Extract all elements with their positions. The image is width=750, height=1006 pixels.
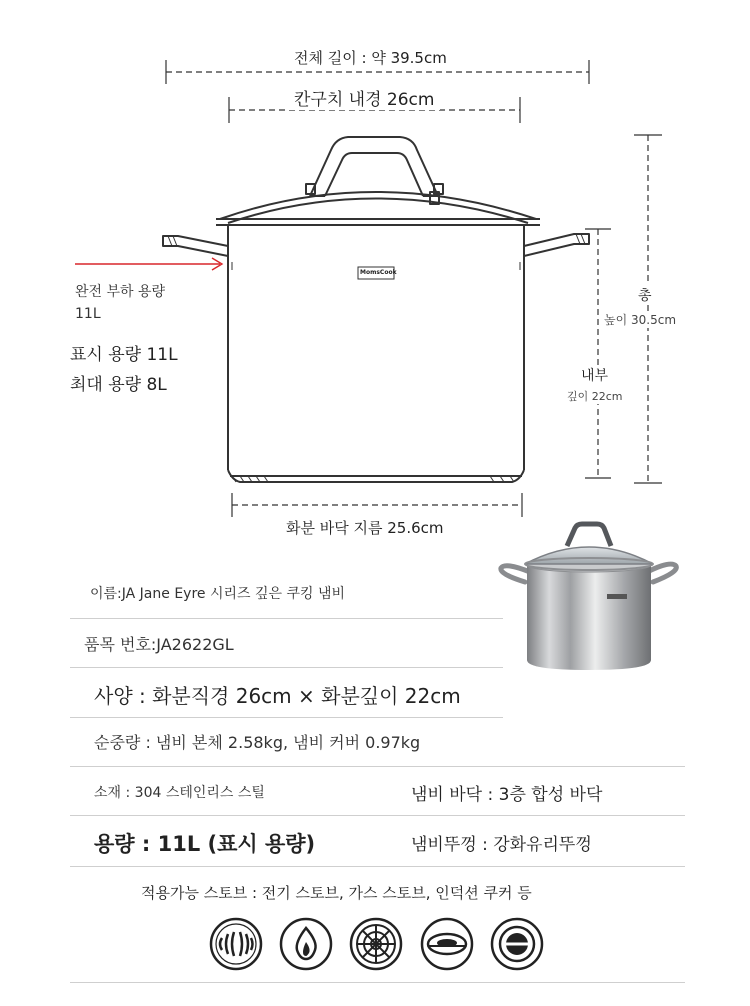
inner-depth-label: 깊이 22cm [567,390,623,403]
gas-flame-icon [278,916,334,972]
total-height-label: 높이 30.5cm [604,313,677,327]
spec-weight-row [70,718,685,767]
full-load-label: 완전 부하 용량 [75,284,166,300]
inner-diameter-label: 칸구치 내경 26cm [288,85,440,110]
max-capacity: 최대 용량 8L [70,375,167,395]
spec-model-row [70,619,503,668]
spec-stoves: 적용가능 스토브 : 전기 스토브, 가스 스토브, 인덕션 쿠커 등 [141,884,532,902]
bottom-divider [70,982,685,983]
spec-material-row [70,767,685,816]
induction-cooker-icon [419,916,475,972]
spec-model: 품목 번호:JA2622GL [84,635,234,654]
coil-stove-icon [208,916,264,972]
spec-weight: 순중량 : 냄비 본체 2.58kg, 냄비 커버 0.97kg [94,733,421,752]
pot-photo [495,520,685,680]
total-label: 총 [638,285,652,305]
brand-logo: MomsCook [360,269,397,276]
spec-size-row [70,668,503,718]
spec-volume: 용량 : 11L (표시 용량) [94,832,316,856]
spec-volume-row [70,816,685,867]
spec-bottom: 냄비 바닥 : 3층 합성 바닥 [411,785,603,805]
spec-lid: 냄비뚜껑 : 강화유리뚜껑 [411,835,592,855]
inner-label: 내부 [581,365,608,385]
hob-icon [489,916,545,972]
full-load-value: 11L [75,306,101,322]
spec-name-row [70,570,503,619]
overall-length-label: 전체 길이 : 약 39.5cm [288,47,453,68]
spec-material: 소재 : 304 스테인리스 스틸 [94,785,265,801]
spec-size: 사양 : 화분직경 26cm × 화분깊이 22cm [94,684,461,708]
radiant-stove-icon [348,916,404,972]
spec-name: 이름:JA Jane Eyre 시리즈 깊은 쿠킹 냄비 [90,586,346,602]
bottom-diameter-label: 화분 바닥 지름 25.6cm [280,517,450,538]
display-capacity: 표시 용량 11L [70,345,178,365]
